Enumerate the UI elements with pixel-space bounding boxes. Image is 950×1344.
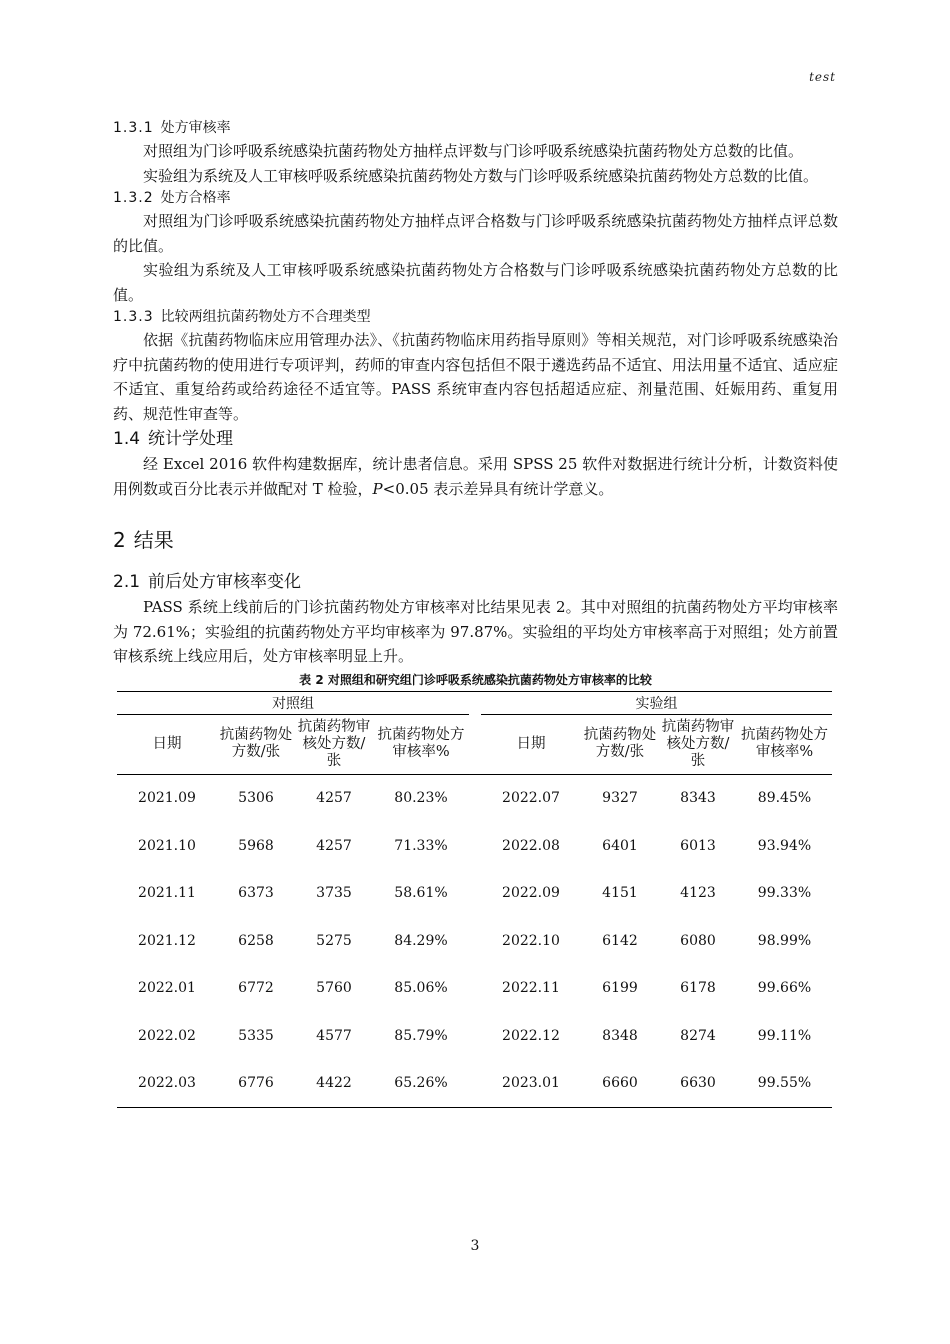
table-cell: 6142 [602, 932, 638, 949]
heading-number: 2 [113, 528, 126, 552]
heading-2 [113, 525, 838, 555]
table-cell: 4123 [680, 885, 716, 902]
table-cell: 2022.07 [502, 790, 560, 807]
table-cell: 85.79% [394, 1027, 448, 1044]
heading-title: 前后处方审核率变化 [148, 572, 302, 592]
table-cell: 2021.12 [138, 932, 196, 949]
gap-cell [469, 1012, 481, 1060]
table-cell: 5306 [238, 790, 274, 807]
table-cell: 99.33% [757, 885, 812, 902]
table-cell: 6199 [602, 980, 638, 997]
table-cell: 4577 [316, 1027, 352, 1044]
table-cell: 65.26% [373, 1060, 469, 1108]
heading-title: 处方合格率 [160, 190, 231, 206]
table-cell: 99.11% [757, 1027, 812, 1044]
table-cell: 89.45% [757, 790, 812, 807]
table-cell: 6373 [238, 885, 274, 902]
col-header: 抗菌药物处方数/张 [219, 727, 293, 760]
paragraph: 实验组为系统及人工审核呼吸系统感染抗菌药物处方合格数与门诊呼吸系统感染抗菌药物处方总数的比值。 [113, 261, 838, 304]
table-cell: 98.99% [757, 932, 812, 949]
table-cell: 8274 [680, 1027, 716, 1044]
table-cell: 5275 [316, 932, 352, 949]
table-cell: 2021.11 [138, 885, 196, 902]
heading-number: 1.3.2 [113, 190, 154, 206]
table-cell: 4151 [602, 885, 638, 902]
table-cell: 4257 [316, 790, 352, 807]
text-run: <0.05 表示差异具有统计学意义。 [382, 479, 614, 498]
heading-title: 处方审核率 [160, 120, 231, 136]
table-cell: 3735 [316, 885, 352, 902]
table-cell: 85.06% [394, 980, 448, 997]
gap-cell [469, 774, 481, 822]
col-header: 抗菌药物处方审核率% [377, 727, 465, 760]
table-cell: 2022.09 [502, 885, 560, 902]
table-cell: 2023.01 [481, 1060, 581, 1108]
col-header: 日期 [152, 735, 182, 752]
heading-2-1 [113, 569, 838, 595]
table-row [117, 965, 832, 1013]
table-cell: 93.94% [757, 837, 812, 854]
table-cell: 2022.08 [502, 837, 560, 854]
gap-cell [469, 917, 481, 965]
heading-number: 1.3.3 [113, 309, 154, 325]
table-cell: 71.33% [394, 837, 448, 854]
col-header: 日期 [516, 735, 546, 752]
table-cell: 99.66% [757, 980, 812, 997]
table-cell: 2022.02 [138, 1027, 196, 1044]
heading-title: 结果 [133, 528, 174, 552]
table-row [117, 774, 832, 822]
heading-number: 1.3.1 [113, 120, 154, 136]
heading-title: 比较两组抗菌药物处方不合理类型 [160, 309, 371, 325]
paragraph: 依据《抗菌药物临床应用管理办法》、《抗菌药物临床用药指导原则》等相关规范，对门诊呼吸系统感染治疗中抗菌药物的使用进行专项评判，药师的审查内容包括但不限于遴选药品不适宜、用法用量不适宜、适应症不适宜、重复给药或给药途径不适宜等。PASS 系统审查内容包括超适应症、剂量范围、妊娠用药、重复用药、规范性审查等。 [113, 331, 838, 423]
table-cell: 6630 [659, 1060, 737, 1108]
table-row [117, 917, 832, 965]
paragraph: 对照组为门诊呼吸系统感染抗菌药物处方抽样点评合格数与门诊呼吸系统感染抗菌药物处方抽样点评总数的比值。 [113, 212, 838, 255]
table-cell: 2021.10 [138, 837, 196, 854]
table-body [117, 774, 832, 1108]
table-cell: 2022.01 [138, 980, 196, 997]
table-row [117, 870, 832, 918]
table-cell: 84.29% [394, 932, 448, 949]
table-row [117, 822, 832, 870]
data-table [117, 691, 832, 1109]
table-header-row [117, 714, 832, 774]
gap-cell [469, 965, 481, 1013]
table-cell: 6772 [238, 980, 274, 997]
table-cell: 5760 [316, 980, 352, 997]
table-cell: 4422 [295, 1060, 373, 1108]
table-cell: 5335 [238, 1027, 274, 1044]
gap-cell [469, 822, 481, 870]
table-cell: 6080 [680, 932, 716, 949]
table-cell: 2022.11 [502, 980, 560, 997]
group-control: 对照组 [117, 691, 469, 714]
table-cell: 2021.09 [138, 790, 196, 807]
table-cell: 6178 [680, 980, 716, 997]
page-number: 3 [470, 1238, 480, 1254]
paragraph: PASS 系统上线前后的门诊抗菌药物处方审核率对比结果见表 2。其中对照组的抗菌药物处方平均审核率为 72.61%；实验组的抗菌药物处方平均审核率为 97.87%。实验组的平均处方审核率高于对照组；处方前置审核系统上线应用后，处方审核率明显上升。 [113, 598, 838, 665]
paragraph: 对照组为门诊呼吸系统感染抗菌药物处方抽样点评数与门诊呼吸系统感染抗菌药物处方总数的比值。 [143, 142, 804, 160]
table-cell: 2022.12 [502, 1027, 560, 1044]
table-cell: 6660 [581, 1060, 659, 1108]
table-row [117, 1012, 832, 1060]
heading-1-3-1 [113, 118, 838, 139]
heading-1-3-3 [113, 307, 838, 328]
heading-number: 2.1 [113, 572, 141, 592]
heading-1-4 [113, 426, 838, 452]
running-header: test [809, 70, 836, 84]
table-cell: 2022.03 [117, 1060, 217, 1108]
table-cell: 2022.10 [502, 932, 560, 949]
table-cell: 6258 [238, 932, 274, 949]
gap-cell [469, 1060, 481, 1108]
heading-number: 1.4 [113, 429, 141, 449]
table-cell: 99.55% [737, 1060, 832, 1108]
text-run: 经 Excel 2016 软件构建数据库，统计患者信息。采用 SPSS 25 软件对数据进行统计分析，计数资料使用例数或百分比表示并做配对 T 检验， [113, 455, 838, 498]
col-header: 抗菌药物处方数/张 [583, 727, 657, 760]
table-cell: 6776 [217, 1060, 295, 1108]
heading-1-3-2 [113, 188, 838, 209]
table-cell: 6013 [680, 837, 716, 854]
group-experiment: 实验组 [481, 691, 832, 714]
table-cell: 9327 [602, 790, 638, 807]
table-row [117, 1060, 832, 1108]
italic-p: P [372, 479, 383, 498]
table-caption: 表 2 对照组和研究组门诊呼吸系统感染抗菌药物处方审核率的比较 [299, 672, 652, 687]
table-cell: 80.23% [394, 790, 448, 807]
page-content [113, 118, 838, 1108]
col-header: 抗菌药物审核处方数/张 [297, 718, 371, 769]
table-group-row [117, 691, 832, 714]
table-cell: 8343 [680, 790, 716, 807]
col-header: 抗菌药物处方审核率% [741, 727, 828, 760]
table-cell: 6401 [602, 837, 638, 854]
heading-title: 统计学处理 [148, 429, 234, 449]
col-header: 抗菌药物审核处方数/张 [661, 718, 735, 769]
table-cell: 4257 [316, 837, 352, 854]
paragraph: 实验组为系统及人工审核呼吸系统感染抗菌药物处方数与门诊呼吸系统感染抗菌药物处方总数的比值。 [143, 166, 819, 185]
table-cell: 58.61% [394, 885, 448, 902]
gap-cell [469, 870, 481, 918]
paragraph [113, 452, 838, 501]
table-cell: 5968 [238, 837, 274, 854]
table-cell: 8348 [602, 1027, 638, 1044]
